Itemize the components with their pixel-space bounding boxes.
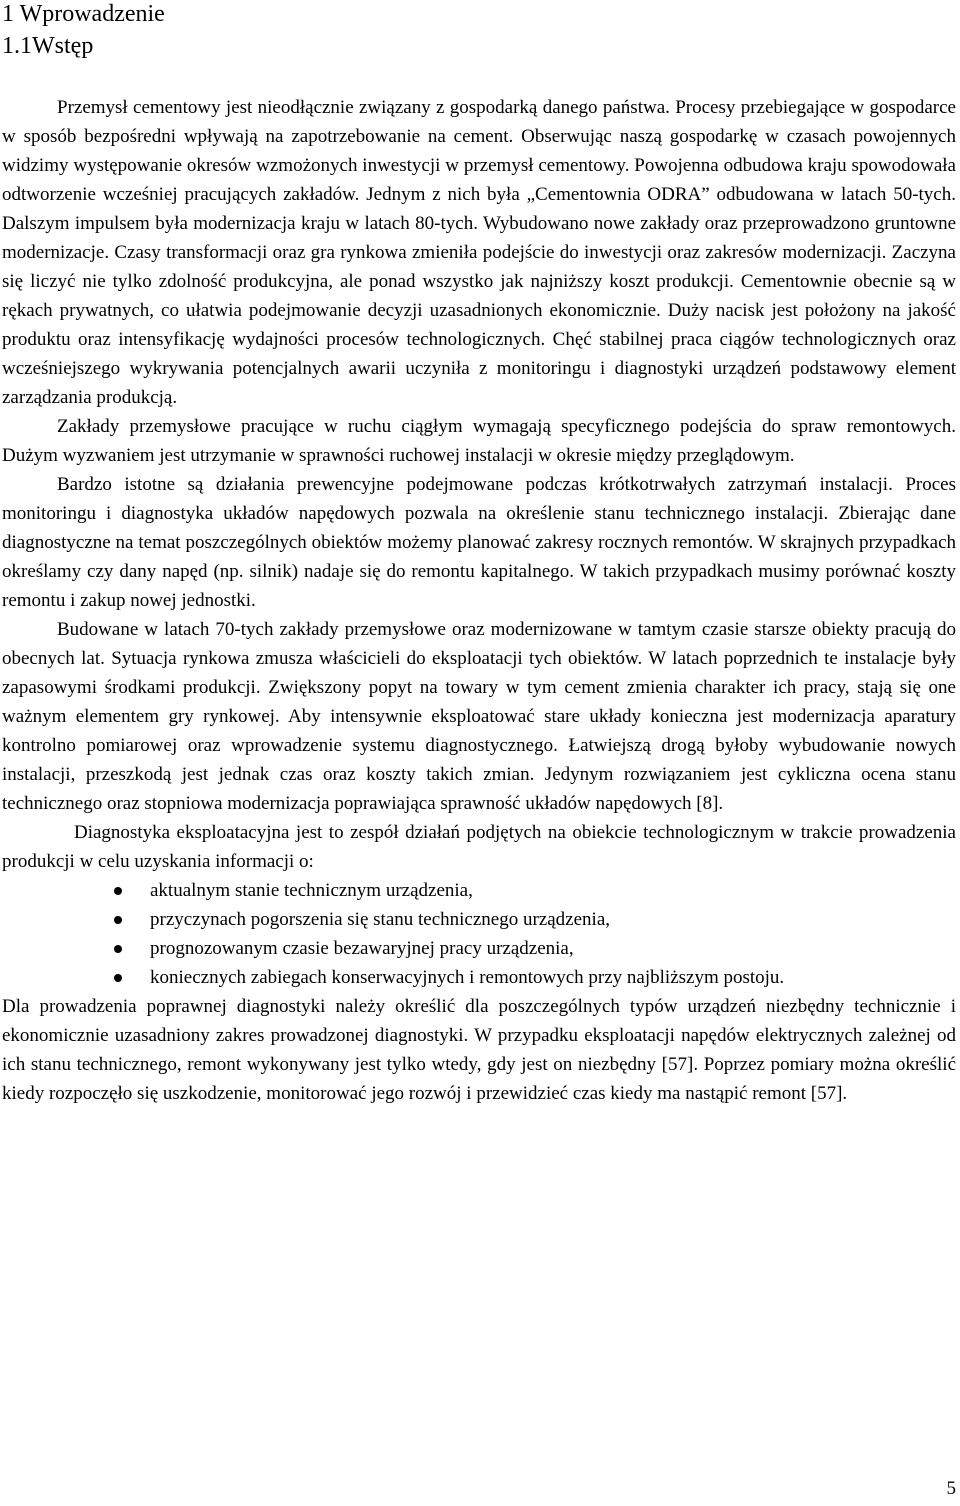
bullet-icon (114, 974, 122, 982)
list-item: koniecznych zabiegach konserwacyjnych i remontowych przy najbliższym postoju. (2, 963, 956, 992)
paragraph-closing: Dla prowadzenia poprawnej diagnostyki należy określić dla poszczególnych typów urządzeń niezbędny technicznie i ekonomicznie uzasadniony zakres prowadzonej diagnostyki. W przypadku eksploatacji napędów elektrycznych zależnej od ich stanu technicznego, remont wykonywany jest tylko wtedy, gdy jest on niezbędny [57]. Poprzez pomiary można określić kiedy rozpoczęło się uszkodzenie, monitorować jego rozwój i przewidzieć czas kiedy ma nastąpić remont [57]. (2, 996, 956, 1104)
bullet-icon (114, 916, 122, 924)
bullet-icon (114, 945, 122, 953)
paragraph-maintenance: Zakłady przemysłowe pracujące w ruchu ciągłym wymagają specyficznego podejścia do spraw remontowych. Dużym wyzwaniem jest utrzymanie w sprawności ruchowej instalacji w okresie między przeglądowym. (2, 416, 956, 466)
page-number: 5 (946, 1478, 956, 1499)
section-heading: 1.1Wstęp (2, 33, 94, 59)
list-item: prognozowanym czasie bezawaryjnej pracy urządzenia, (2, 934, 956, 963)
paragraph-diagnostics: Diagnostyka eksploatacyjna jest to zespół działań podjętych na obiekcie technologicznym w trakcie prowadzenia produkcji w celu uzyskania informacji o: (2, 822, 956, 872)
paragraph-old-plants: Budowane w latach 70-tych zakłady przemysłowe oraz modernizowane w tamtym czasie starsze obiekty pracują do obecnych lat. Sytuacja rynkowa zmusza właścicieli do eksploatacji tych obiektów. W latach poprzednich te instalacje były zapasowymi środkami produkcji. Zwiększony popyt na towary w tym cement zmienia charakter ich pracy, stają się one ważnym elementem gry rynkowej. Aby intensywnie eksploatować stare układy konieczna jest modernizacja aparatury kontrolno pomiarowej oraz wprowadzenie systemu diagnostycznego. Łatwiejszą drogą byłoby wybudowanie nowych instalacji, przeszkodą jest jednak czas oraz koszty takich zmian. Jedynym rozwiązaniem jest cykliczna ocena stanu technicznego oraz stopniowa modernizacja poprawiająca sprawność układów napędowych [8]. (2, 619, 956, 814)
diagnostics-list (2, 876, 956, 992)
list-item: aktualnym stanie technicznym urządzenia, (2, 876, 956, 905)
document-body (2, 93, 956, 1108)
list-item: przyczynach pogorszenia się stanu technicznego urządzenia, (2, 905, 956, 934)
bullet-icon (114, 887, 122, 895)
chapter-heading: 1 Wprowadzenie (2, 1, 165, 27)
paragraph-prevention: Bardzo istotne są działania prewencyjne podejmowane podczas krótkotrwałych zatrzymań instalacji. Proces monitoringu i diagnostyka układów napędowych pozwala na określenie stanu technicznego instalacji. Zbierając dane diagnostyczne na temat poszczególnych obiektów możemy planować zakresy rocznych remontów. W skrajnych przypadkach określamy czy dany napęd (np. silnik) nadaje się do remontu kapitalnego. W takich przypadkach musimy porównać koszty remontu i zakup nowej jednostki. (2, 474, 956, 611)
paragraph-intro: Przemysł cementowy jest nieodłącznie związany z gospodarką danego państwa. Procesy przebiegające w gospodarce w sposób bezpośredni wpływają na zapotrzebowanie na cement. Obserwując naszą gospodarkę w czasach powojennych widzimy występowanie okresów wzmożonych inwestycji w przemysł cementowy. Powojenna odbudowa kraju spowodowała odtworzenie wcześniej pracujących zakładów. Jednym z nich była „Cementownia ODRA” odbudowana w latach 50-tych. Dalszym impulsem była modernizacja kraju w latach 80-tych. Wybudowano nowe zakłady oraz przeprowadzono gruntowne modernizacje. Czasy transformacji oraz gra rynkowa zmieniła podejście do inwestycji oraz zakresów modernizacji. Zaczyna się liczyć nie tylko zdolność produkcyjna, ale ponad wszystko jak najniższy koszt produkcji. Cementownie obecnie są w rękach prywatnych, co ułatwia podejmowanie decyzji uzasadnionych ekonomicznie. Duży nacisk jest położony na jakość produktu oraz intensyfikację wydajności procesów technologicznych. Chęć stabilnej praca ciągów technologicznych oraz wcześniejszego wykrywania potencjalnych awarii uczyniła z monitoringu i diagnostyki urządzeń podstawowy element zarządzania produkcją. (2, 97, 956, 408)
